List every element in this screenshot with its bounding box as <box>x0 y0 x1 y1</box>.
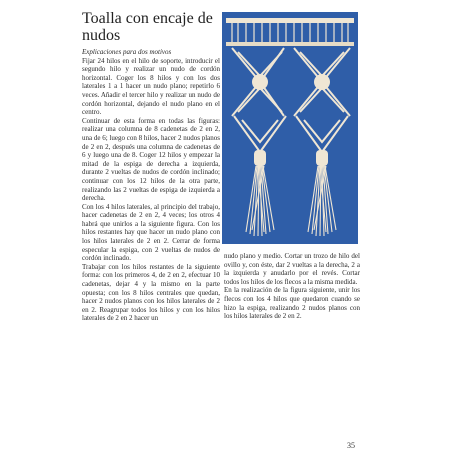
right-motif <box>294 48 350 152</box>
left-motif <box>232 48 286 152</box>
paragraph-1: Fijar 24 hilos en el hilo de soporte, introducir el segundo hilo y realizar un nudo de cordón horizontal. Coger los 8 hilos y con los dos laterales 1 a 1 hacer un nudo plano; repetirlo 6 veces. Añadir el tercer hilo y realizar un nudo de cordón horizontal, dejando el nudo plano en el centro. <box>82 56 220 117</box>
macrame-lace-photo <box>222 12 358 244</box>
right-tassel-knot <box>316 150 328 166</box>
macrame-illustration <box>222 12 358 244</box>
paragraph-5: nudo plano y medio. Cortar un trozo de hilo del ovillo y, con éste, dar 2 vueltas a la derecha, 2 a la izquierda y anudarlo por el revés. Cortar todos los hilos de los flecos a la misma medida. <box>224 252 360 286</box>
horizontal-cord-knot <box>226 42 354 46</box>
paragraph-2: Continuar de esta forma en todas las figuras: realizar una columna de 8 cadenetas de 2 en 2, una de 6; luego con 8 hilos, hacer 2 nudos planos de 2 en 2, después una columna de cadenetas de 6 y luego una de 8. Coger 12 hilos y empezar la mitad de la espiga de derecha a izquierda, durante 2 vueltas de nudos de cordón inclinado; continuar con los 12 hilos de la otra parte, realizando las 2 vueltas de espiga de izquierda a derecha. <box>82 116 220 203</box>
page-number: 35 <box>347 441 355 450</box>
paragraph-4: Trabajar con los hilos restantes de la siguiente forma: con los primeros 4, de 2 en 2, efectuar 10 cadenetas, dejar 4 y la mismo en la parte opuesta; con los 8 hilos centrales que quedan, hacer 2 nudos planos con los hilos laterales de 2 en 2. Reagrupar todos los hilos y con los hilos laterales de 2 en 2 hacer un <box>82 262 220 323</box>
left-tassel-knot <box>254 150 266 166</box>
right-text-column <box>224 252 360 362</box>
page-title: Toalla con encaje de nudos <box>82 10 213 44</box>
support-bar <box>226 18 354 23</box>
instructions-subheading: Explicaciones para dos motivos <box>82 48 172 56</box>
left-tassel <box>246 166 274 236</box>
right-tassel <box>308 166 336 236</box>
paragraph-3: Con los 4 hilos laterales, al principio del trabajo, hacer cadenetas de 2 en 2, 4 veces; los otros 4 habrá que unirlos a la siguiente figura. Con los hilos restantes hay que hacer un nudo plano con los hilos laterales de 2 en 2. Cerrar de forma especular la espiga, con 2 vueltas de nudos de cordón inclinado. <box>82 202 220 263</box>
left-text-column <box>82 48 220 433</box>
top-threads <box>232 23 348 42</box>
paragraph-6: En la realización de la figura siguiente, unir los flecos con los 4 hilos que quedaron cuando se hizo la espiga, realizando 2 nudos planos con los hilos laterales de 2 en 2. <box>224 286 360 321</box>
